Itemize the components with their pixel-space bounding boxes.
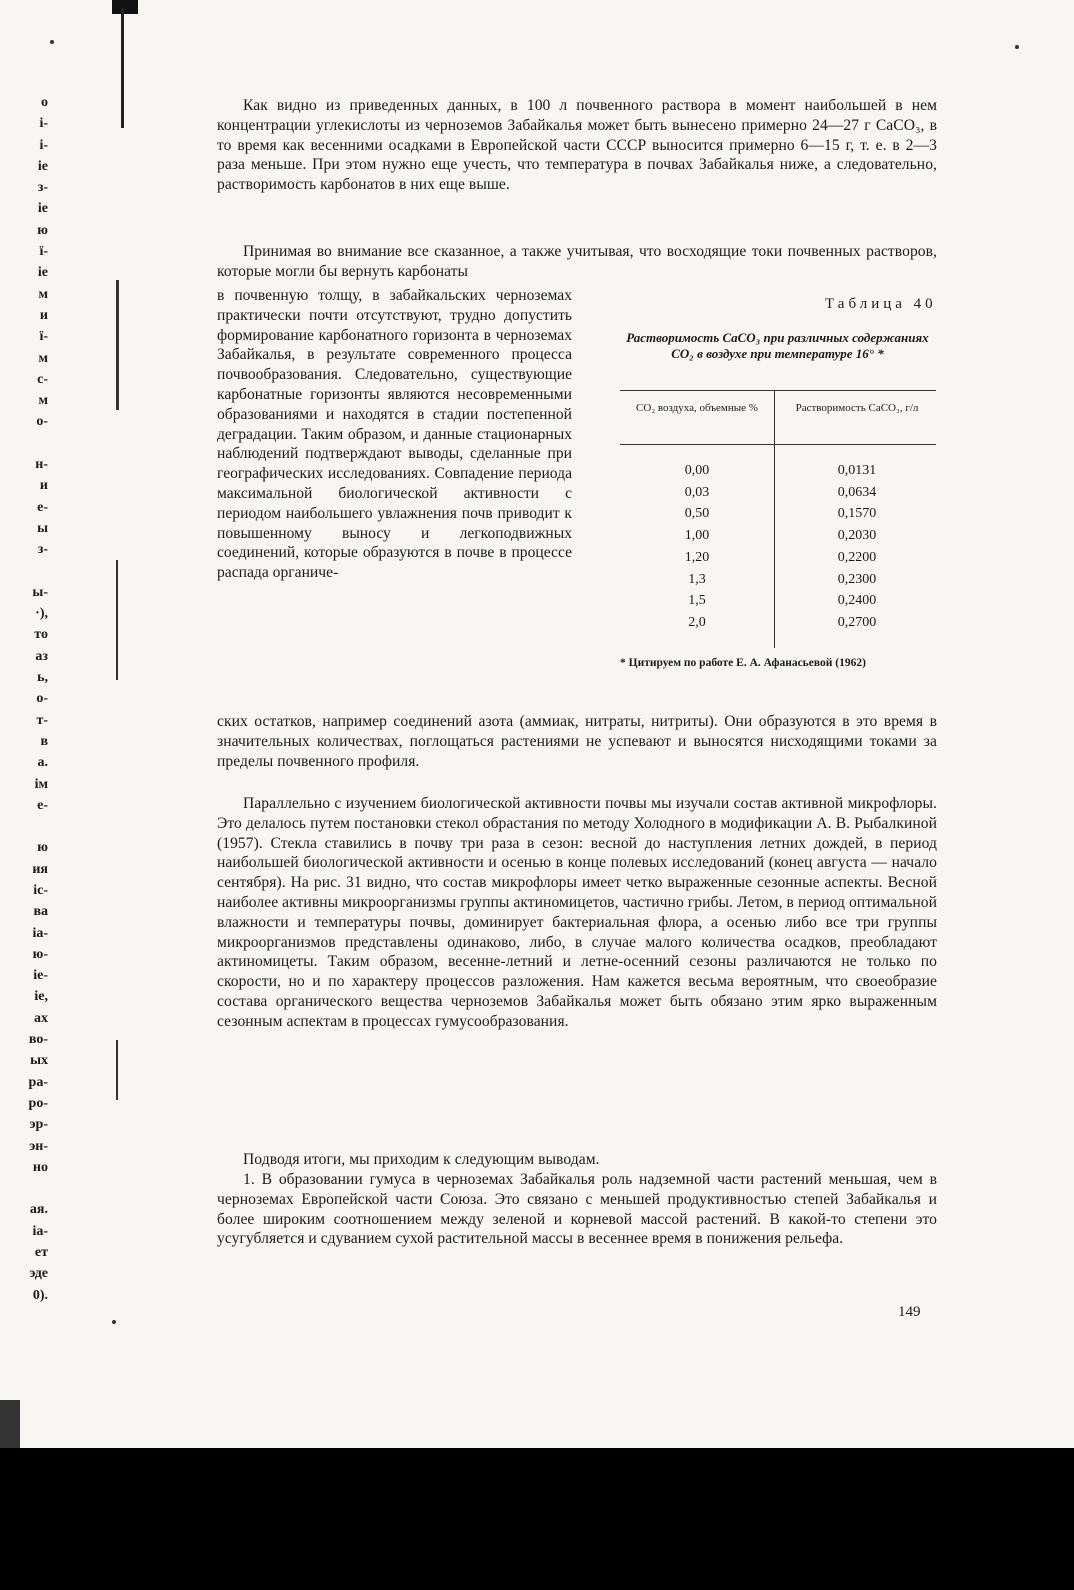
scan-artifact-rule: [121, 8, 124, 128]
edge-fragment: ва: [33, 904, 48, 920]
scan-artifact-dot: [112, 1320, 116, 1324]
edge-fragment: эде: [29, 1266, 48, 1282]
edge-fragment: з-: [37, 180, 48, 196]
edge-fragment: о: [41, 95, 48, 110]
edge-fragment: ю: [37, 840, 48, 856]
edge-fragment: ь,: [37, 670, 48, 686]
paragraph-5: 1. В образовании гумуса в черноземах Забайкалья роль надземной части растений меньшая, чем в черноземах Европейской части Союза. Это связано с меньшей продуктивностью степей Забайкалья и более широким соотношением между зеленой и корневой массой растений. В какой-то степени это усугубляется и сдуванием сухой растительной массы в весеннее время в понижения рельефа.: [217, 1171, 937, 1248]
edge-fragment: ра-: [28, 1074, 48, 1090]
edge-fragment: ї-: [39, 329, 48, 345]
table-header-solubility: Растворимость CaCO₃, г/л: [795, 402, 919, 414]
table-cell-co2: 2,0: [688, 614, 706, 630]
scan-artifact-top: [112, 0, 138, 14]
table-label: Таблица 40: [825, 296, 937, 312]
edge-fragment: но: [32, 1159, 48, 1175]
table-column-co2: [622, 460, 772, 634]
edge-fragment: ая.: [29, 1202, 48, 1218]
edge-fragment: [0, 561, 48, 582]
edge-fragment: эр-: [29, 1117, 48, 1133]
edge-fragment: м: [38, 350, 48, 366]
edge-fragment: ім: [34, 776, 48, 792]
table-cell-solubility: 0,1570: [837, 506, 877, 522]
table-cell-solubility: 0,2300: [837, 571, 877, 587]
table-rule: [620, 390, 936, 391]
edge-fragment: ах: [34, 1010, 48, 1026]
edge-fragment: м: [38, 393, 48, 409]
edge-fragment: [0, 816, 48, 837]
table-cell-solubility: 0,2700: [837, 614, 877, 630]
edge-fragment: ю: [37, 222, 48, 238]
edge-fragment: іс-: [33, 882, 48, 898]
edge-fragment: з-: [37, 542, 48, 558]
edge-fragment: о-: [36, 691, 48, 707]
table-cell-solubility: 0,0634: [837, 484, 877, 500]
edge-fragment: [0, 433, 48, 454]
paragraph-1: Как видно из приведенных данных, в 100 л почвенного раствора в момент наибольшей в нем концентрации углекислоты из черноземов Забайкалья может быть вынесено примерно 24—27 г CaCO₃, в то время как весенними осадками в Европейской части СССР выносится примерно 6—15 г, т. е. в 2—3 раза меньше. При этом нужно еще учесть, что температура в почвах Забайкалья ниже, а следовательно, растворимость карбонатов в них еще выше.: [217, 97, 937, 194]
edge-fragment: о-: [36, 414, 48, 430]
edge-fragment: аз: [35, 648, 48, 664]
edge-fragment: іе-: [33, 968, 48, 984]
paragraph-3: Параллельно с изучением биологической активности почвы мы изучали состав активной микрофлоры. Это делалось путем постановки стекол обрастания по методу Холодного в модификации А. В. Рыбалкиной (1957). Стекла ставились в почву три раза в сезон: весной до наступления летних дождей, в период наибольшей биологической активности и осенью в конце полевых исследований (конец августа — начало сентября). На рис. 31 видно, что состав микрофлоры имеет четко выраженные сезонные аспекты. Весной наиболее активны микроорганизмы группы актиномицетов, частично грибы. Летом, в период оптимальной влажности и температуры почвы, доминирует бактериальная флора, а осенью либо все три группы микроорганизмов представлены одинаково, либо, в случае малого количества осадков, преобладают актиномицеты. Таким образом, весенне-летний и летне-осенний сезоны различаются не только по скорости, но и по характеру процессов разложения. Нам кажется весьма вероятным, что своеобразие состава органического вещества черноземов Забайкалья может быть обязано этим ярко выраженным сезонным аспектам в процессах гумусообразования.: [217, 795, 937, 1030]
table-cell-co2: 0,03: [684, 484, 710, 500]
edge-fragment: і-: [39, 137, 48, 153]
edge-fragment: іе: [37, 158, 48, 174]
table-cell-co2: 1,3: [688, 571, 706, 587]
table-cell-co2: 0,00: [684, 463, 710, 478]
edge-fragment: во-: [28, 1032, 48, 1048]
edge-fragment: ы: [37, 520, 48, 536]
table-column-solubility: [782, 460, 932, 634]
edge-fragment: іа-: [32, 1223, 48, 1239]
edge-fragment: ро-: [28, 1095, 48, 1111]
edge-fragment: е-: [37, 797, 48, 813]
scan-artifact-mark: [116, 560, 118, 680]
scan-artifact-dot: [1015, 45, 1019, 49]
edge-fragment: 0).: [32, 1287, 48, 1303]
edge-fragment: ·),: [35, 606, 48, 622]
edge-fragment: іе: [37, 201, 48, 217]
edge-fragment: м: [38, 286, 48, 302]
edge-fragment: т-: [36, 712, 48, 728]
edge-fragment: а.: [37, 755, 48, 771]
scan-bottom-band: [0, 1448, 1074, 1590]
edge-fragment: ї-: [39, 244, 48, 260]
table-title: Растворимость CaCO₃ при различных содержаниях CO₂ в воздухе при температуре 16° *: [626, 330, 929, 361]
edge-fragment: іа-: [32, 925, 48, 941]
table-cell-co2: 0,50: [684, 506, 710, 522]
edge-fragment: и: [39, 307, 48, 323]
scan-artifact-mark: [116, 280, 119, 410]
edge-fragment: [0, 1178, 48, 1199]
table-cell-solubility: 0,0131: [837, 463, 877, 478]
scan-artifact-dot: [50, 40, 54, 44]
edge-fragment: іе: [37, 265, 48, 281]
edge-fragment: н-: [35, 457, 48, 473]
edge-fragment: ых: [30, 1053, 48, 1069]
table-cell-co2: 1,20: [684, 549, 710, 565]
edge-fragment: эн-: [29, 1138, 48, 1154]
edge-fragment: і-: [39, 116, 48, 132]
edge-fragment: ия: [32, 861, 48, 877]
edge-fragment: ю-: [32, 946, 48, 962]
table-header-co2: CO₂ воздуха, объемные %: [636, 402, 758, 414]
table-cell-solubility: 0,2400: [837, 593, 877, 609]
edge-fragment: в: [40, 733, 48, 749]
edge-fragment: іе,: [34, 989, 48, 1005]
table-divider: [774, 390, 775, 648]
table-cell-co2: 1,5: [688, 593, 706, 609]
page-number: 149: [898, 1304, 921, 1320]
table-footnote: * Цитируем по работе Е. А. Афанасьевой (1962): [620, 657, 866, 669]
table-cell-solubility: 0,2030: [837, 528, 877, 544]
previous-page-edge-text: [0, 92, 48, 1306]
table-cell-co2: 1,00: [684, 528, 710, 544]
table-cell-solubility: 0,2200: [837, 549, 877, 565]
scan-artifact-mark: [116, 1040, 118, 1100]
edge-fragment: ы-: [32, 584, 48, 600]
edge-fragment: с-: [37, 371, 48, 387]
edge-fragment: и: [39, 478, 48, 494]
paragraph-2-left-column: в почвенную толщу, в забайкальских черноземах практически почти отсутствуют, трудно допустить формирование карбонатного горизонта в черноземах Забайкалья, в результате современного процесса почвообразования. Следовательно, существующие карбонатные горизонты являются несовременными образованиями и находятся в стадии постепенной деградации. Таким образом, и данные стационарных наблюдений подтверждают выводы, сделанные при географических исследованиях. Совпадение периода максимальной биологической активности с периодом наибольшего увлажнения почв приводит к повышенному выносу и легкоподвижных соединений, которые образуются в почве в процессе распада органиче-: [217, 287, 572, 582]
table-rule: [620, 444, 936, 445]
edge-fragment: ет: [34, 1245, 48, 1261]
edge-fragment: то: [34, 627, 48, 643]
paragraph-2-end: ских остатков, например соединений азота (аммиак, нитраты, нитриты). Они образуются в это время в значительных количествах, поглощаться растениями не успевают и выносятся нисходящими токами за пределы почвенного профиля.: [217, 713, 937, 770]
edge-fragment: е-: [37, 499, 48, 515]
paragraph-4: Подводя итоги, мы приходим к следующим выводам.: [243, 1151, 600, 1168]
paragraph-2-start: Принимая во внимание все сказанное, а также учитывая, что восходящие токи почвенных растворов, которые могли бы вернуть карбонаты: [217, 243, 937, 280]
